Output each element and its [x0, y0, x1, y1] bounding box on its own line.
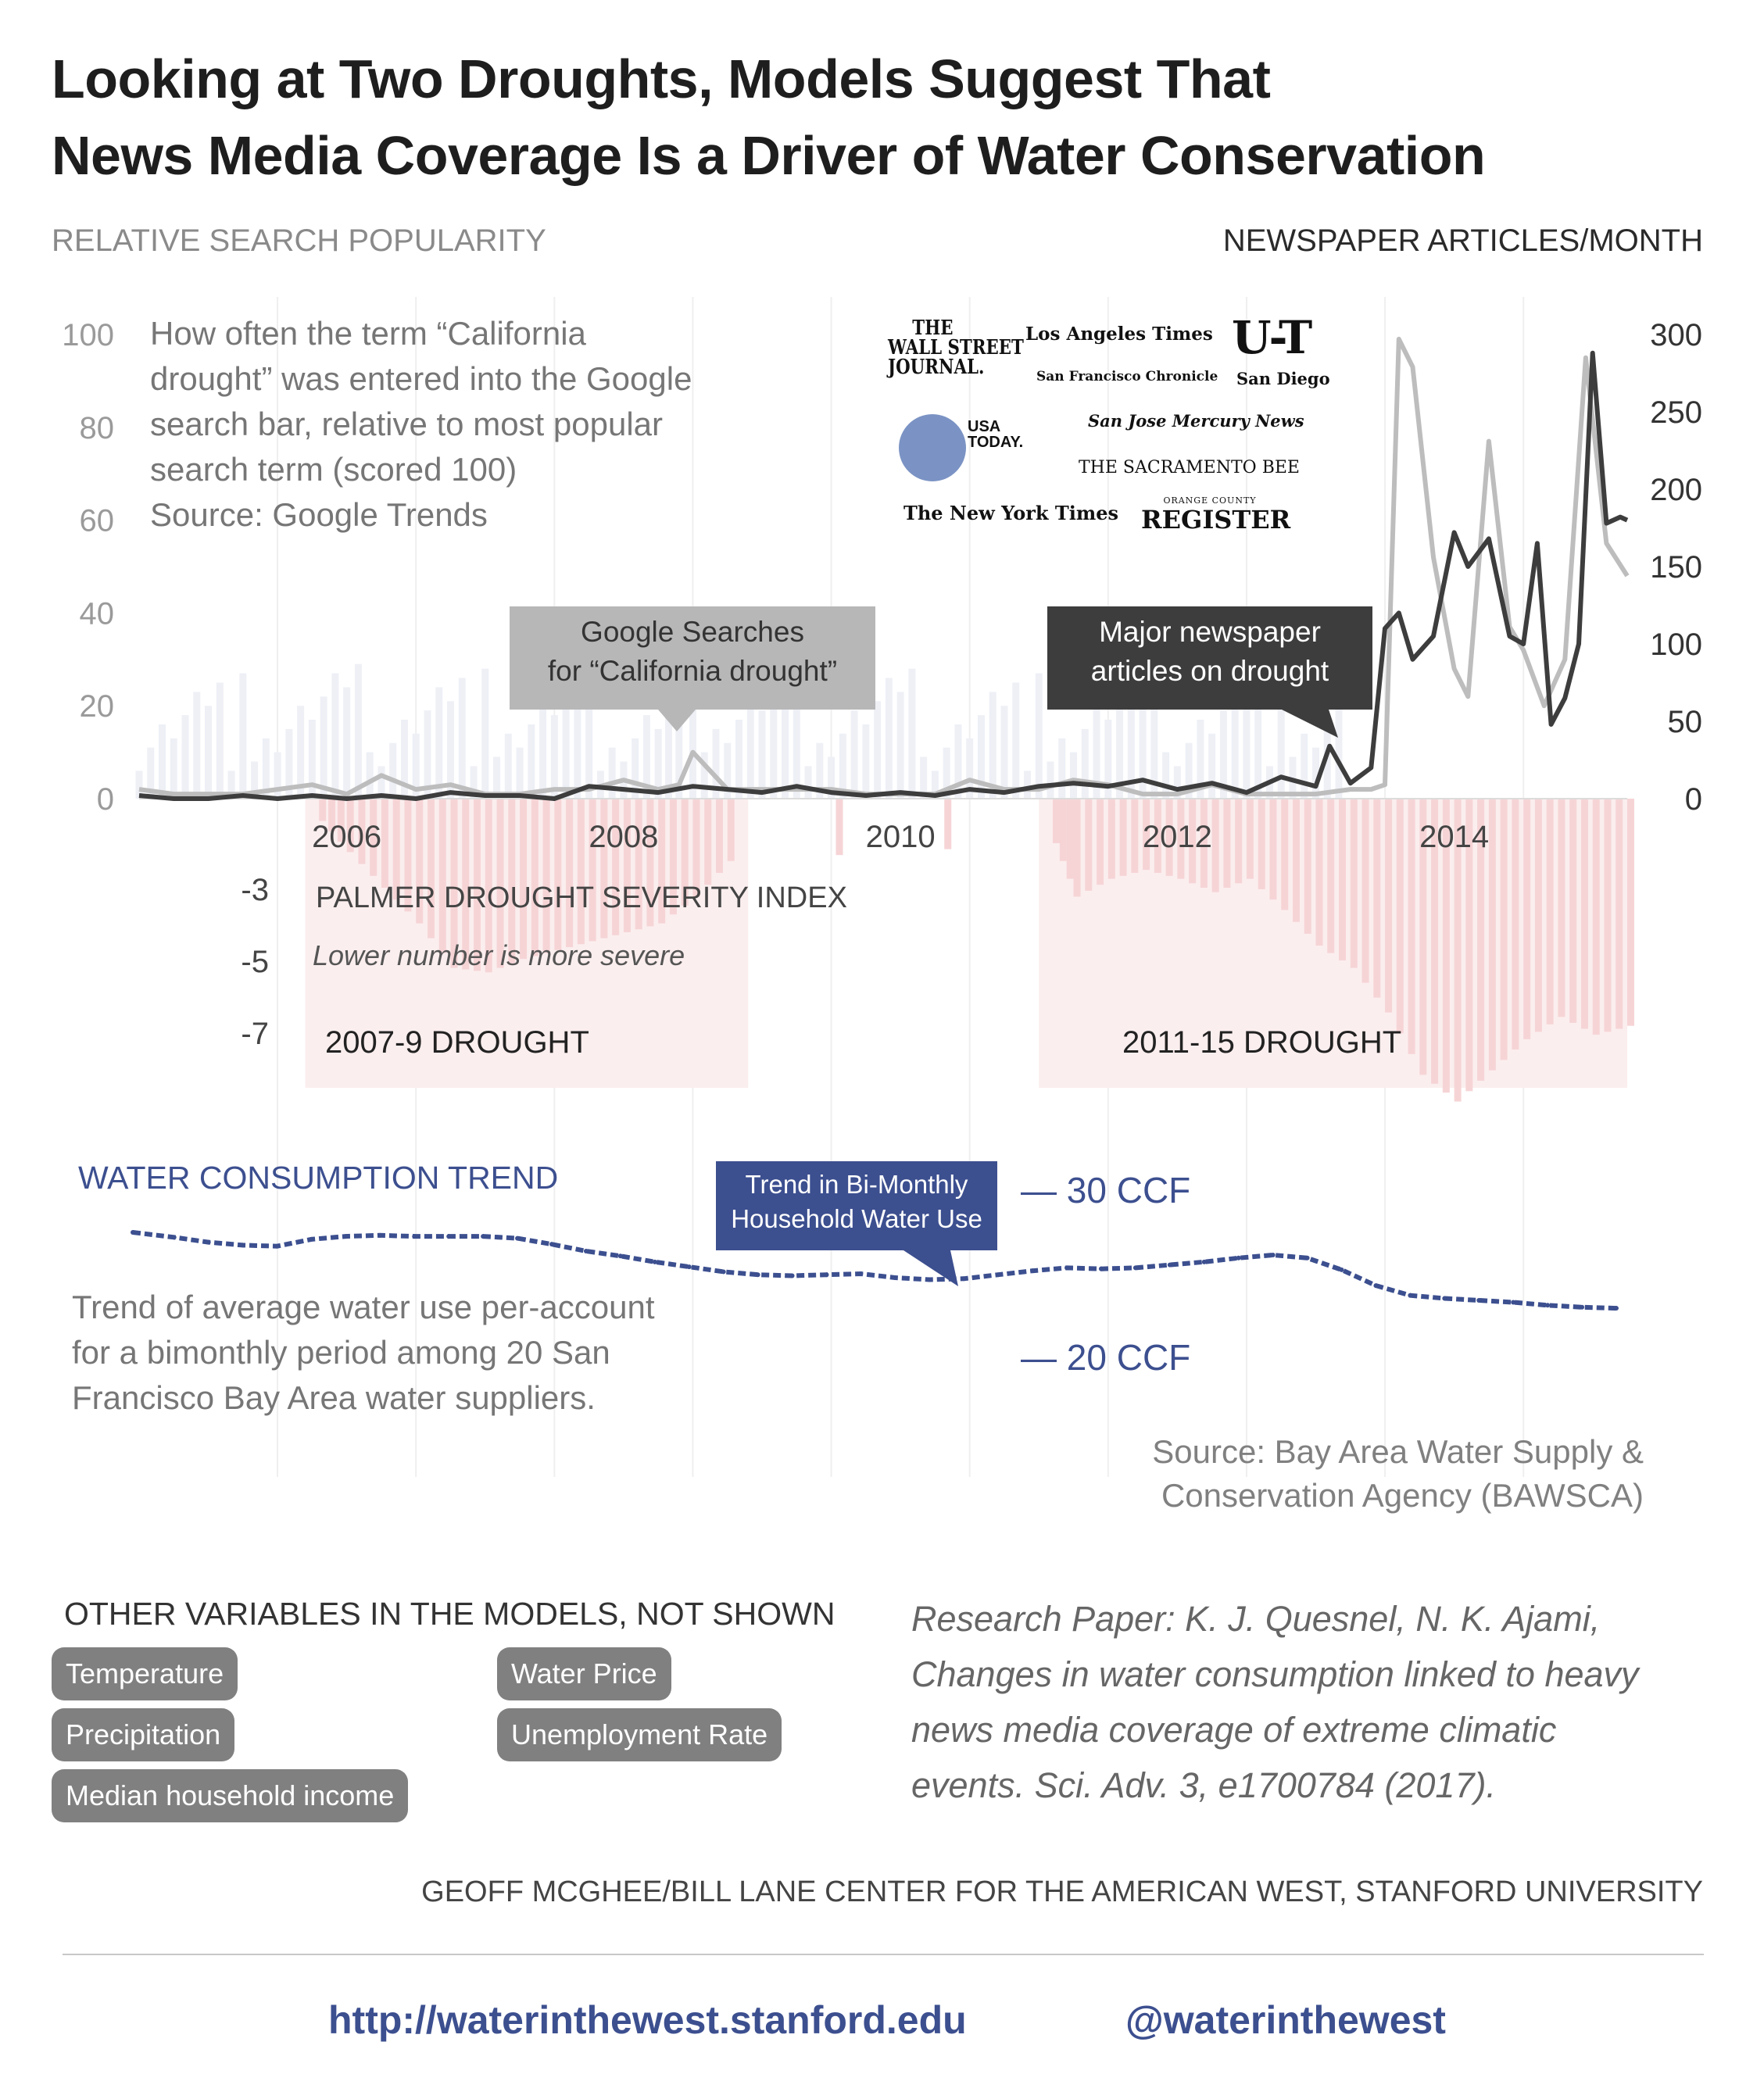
pdsi-tick-label: -5 — [241, 945, 269, 979]
pdsi-bar — [1593, 799, 1600, 1035]
water-point — [515, 1236, 520, 1241]
right-tick-label: 150 — [1650, 550, 1702, 585]
water-consumption-title: WATER CONSUMPTION TREND — [78, 1160, 559, 1196]
pdsi-bar — [1269, 799, 1276, 899]
ccf-20-label: — 20 CCF — [1021, 1337, 1191, 1378]
footer-divider — [63, 1954, 1704, 1955]
water-point — [1580, 1305, 1584, 1310]
pdsi-bar — [1385, 799, 1392, 1013]
title-line-2: News Media Coverage Is a Driver of Water Conservation — [52, 125, 1486, 186]
water-point — [858, 1271, 863, 1276]
drought-label-2007: 2007-9 DROUGHT — [325, 1025, 589, 1060]
pdsi-bar — [1535, 799, 1542, 1032]
pdsi-bar — [1131, 799, 1138, 873]
pdsi-tick-label: -3 — [241, 873, 269, 907]
pdsi-bar — [835, 799, 843, 855]
water-point — [481, 1234, 485, 1239]
search-bar — [735, 720, 742, 799]
newspaper-logos — [883, 311, 1330, 538]
pdsi-bar — [728, 799, 735, 861]
left-tick-label: 100 — [62, 318, 114, 352]
callout-line: Trend in Bi-Monthly — [745, 1170, 968, 1199]
pdsi-bar — [1212, 799, 1219, 892]
callout-line: Google Searches — [581, 616, 804, 648]
news-callout-tail — [1282, 710, 1338, 738]
nyt-logo: The New York Times — [903, 502, 1118, 524]
water-point — [549, 1242, 554, 1246]
water-point — [824, 1272, 828, 1277]
pdsi-bar — [1315, 799, 1322, 946]
left-axis-ticks — [62, 318, 114, 817]
oc-register-logo: REGISTER — [1141, 505, 1291, 535]
water-point — [275, 1244, 280, 1249]
search-bar — [1024, 771, 1031, 799]
pdsi-bar — [1489, 799, 1496, 1071]
ut-san-diego-logo: San Diego — [1236, 369, 1330, 388]
citation-line: news media coverage of extreme climatic — [911, 1710, 1557, 1750]
wsj-logo-line: JOURNAL. — [888, 356, 985, 379]
water-point — [584, 1249, 589, 1253]
pdsi-bar — [1085, 799, 1092, 891]
left-tick-label: 20 — [79, 689, 114, 724]
water-point — [1408, 1293, 1412, 1298]
callout-line: Major newspaper — [1099, 616, 1321, 648]
water-source — [1152, 1430, 1644, 1518]
pdsi-bar — [1258, 799, 1265, 889]
search-bar — [205, 706, 212, 799]
right-tick-label: 300 — [1650, 318, 1702, 352]
pdsi-bar — [1060, 799, 1067, 861]
search-bar — [182, 715, 189, 799]
website-link[interactable]: http://waterinthewest.stanford.edu — [328, 1998, 967, 2042]
water-point — [1511, 1300, 1515, 1305]
water-point — [131, 1230, 135, 1235]
pdsi-bar — [428, 799, 435, 939]
sacramento-bee-logo: THE SACRAMENTO BEE — [1079, 458, 1300, 477]
right-axis-label: NEWSPAPER ARTICLES/MONTH — [1222, 223, 1703, 258]
search-bar — [505, 734, 512, 799]
water-point — [961, 1276, 966, 1281]
pdsi-bar — [531, 799, 539, 956]
drought-label-2011: 2011-15 DROUGHT — [1122, 1025, 1402, 1060]
search-bar — [1070, 753, 1077, 799]
right-tick-label: 100 — [1650, 628, 1702, 662]
callout-line: articles on drought — [1090, 655, 1329, 687]
search-bar — [759, 710, 766, 799]
pdsi-bar — [1558, 799, 1565, 1017]
left-tick-label: 80 — [79, 410, 114, 445]
callout-line: for “California drought” — [547, 655, 838, 687]
pdsi-bar — [1616, 799, 1623, 1029]
ccf-30-label: — 30 CCF — [1021, 1170, 1191, 1210]
search-bar — [517, 748, 524, 799]
search-bar — [805, 766, 812, 799]
pdsi-title: PALMER DROUGHT SEVERITY INDEX — [316, 881, 847, 914]
search-bar — [1243, 701, 1250, 799]
variable-pill-precipitation: Precipitation — [52, 1708, 234, 1761]
water-point — [790, 1273, 795, 1278]
search-bar — [1301, 734, 1308, 799]
usa-today-dot — [899, 414, 966, 481]
search-bar — [908, 669, 915, 799]
search-bar — [609, 748, 616, 799]
pdsi-bar — [1293, 799, 1300, 922]
pdsi-bar — [944, 799, 951, 849]
pdsi-bar — [1362, 799, 1369, 983]
pdsi-bar — [439, 799, 446, 953]
search-bar — [862, 724, 869, 799]
water-point — [1545, 1303, 1550, 1307]
search-bar — [459, 678, 466, 799]
pdsi-bar — [1581, 799, 1588, 1029]
water-point — [172, 1235, 177, 1239]
callout-line: Household Water Use — [731, 1204, 982, 1233]
pdsi-axis-ticks — [241, 873, 269, 1051]
search-note-line: drought” was entered into the Google — [150, 360, 692, 397]
water-point — [687, 1264, 692, 1269]
pdsi-bar — [1304, 799, 1311, 934]
water-source-line: Source: Bay Area Water Supply & — [1152, 1433, 1644, 1470]
pdsi-bar — [1604, 799, 1611, 1032]
water-point — [1340, 1268, 1344, 1272]
oc-register-top: ORANGE COUNTY — [1163, 495, 1257, 506]
pdsi-bar — [1281, 799, 1288, 910]
water-point — [241, 1243, 245, 1247]
water-point — [893, 1275, 897, 1280]
research-paper-citation — [911, 1591, 1740, 1813]
search-bar — [539, 701, 546, 799]
search-bar — [897, 692, 904, 799]
search-bar — [1047, 761, 1054, 799]
water-point — [618, 1253, 623, 1258]
x-tick-label: 2012 — [1142, 820, 1212, 854]
pdsi-bar — [1108, 799, 1115, 879]
search-bar — [193, 692, 200, 799]
water-point — [206, 1240, 211, 1245]
wsj-logo-line: WALL STREET — [888, 336, 1024, 359]
pdsi-bar — [1397, 799, 1404, 1033]
search-bar — [1058, 738, 1065, 799]
pdsi-bar — [381, 799, 388, 888]
search-bar — [1036, 674, 1043, 799]
pdsi-bar — [1097, 799, 1104, 885]
variable-pill-unemployment: Unemployment Rate — [497, 1708, 782, 1761]
twitter-handle-link[interactable]: @waterinthewest — [1125, 1998, 1446, 2042]
pdsi-bar — [1512, 799, 1519, 1050]
water-point — [1168, 1263, 1172, 1268]
pdsi-bar — [704, 799, 711, 885]
water-point — [1030, 1268, 1035, 1273]
pdsi-bar — [1523, 799, 1530, 1039]
water-point — [1236, 1256, 1241, 1260]
water-use-callout — [716, 1161, 997, 1250]
water-point — [1271, 1253, 1276, 1257]
search-bar — [747, 696, 754, 799]
search-bar — [851, 710, 858, 799]
water-point — [309, 1237, 313, 1242]
search-note-line: search bar, relative to most popular — [150, 406, 664, 442]
x-tick-label: 2008 — [589, 820, 659, 854]
google-searches-callout — [510, 606, 875, 710]
right-tick-label: 50 — [1667, 705, 1702, 739]
pdsi-bar — [520, 799, 527, 959]
left-axis-label: RELATIVE SEARCH POPULARITY — [52, 223, 546, 258]
usa-today-line: USA — [968, 418, 1001, 435]
water-point — [1373, 1283, 1378, 1288]
pdsi-bar — [1339, 799, 1346, 960]
search-note — [150, 311, 853, 538]
search-note-line: search term (scored 100) — [150, 451, 517, 488]
search-bar — [874, 701, 881, 799]
citation-line: Research Paper: K. J. Quesnel, N. K. Ajami, — [911, 1599, 1601, 1639]
search-bar — [1000, 706, 1007, 799]
search-bar — [528, 724, 535, 799]
sf-chronicle-logo: San Francisco Chronicle — [1036, 369, 1218, 384]
water-point — [653, 1260, 657, 1264]
search-bar — [1012, 683, 1019, 799]
left-tick-label: 0 — [96, 782, 114, 817]
water-point — [1305, 1256, 1310, 1260]
search-bar — [1162, 753, 1169, 799]
right-axis-ticks — [1650, 318, 1702, 817]
search-bar — [1208, 734, 1215, 799]
search-note-line: Source: Google Trends — [150, 496, 488, 533]
water-point — [343, 1234, 348, 1239]
pdsi-bar — [554, 799, 561, 950]
search-bar — [481, 669, 488, 799]
search-note-line: How often the term “California — [150, 315, 586, 352]
other-variables-title: OTHER VARIABLES IN THE MODELS, NOT SHOWN — [64, 1596, 835, 1632]
water-point — [1442, 1296, 1447, 1300]
variable-pill-temperature: Temperature — [52, 1647, 238, 1700]
search-bar — [389, 743, 396, 799]
search-bar — [1082, 729, 1089, 799]
usa-today-line: TODAY. — [968, 434, 1024, 451]
right-tick-label: 200 — [1650, 473, 1702, 507]
search-bar — [551, 715, 558, 799]
search-bar — [320, 696, 327, 799]
search-bar — [343, 687, 350, 799]
water-point — [756, 1272, 760, 1277]
usa-today-logo — [968, 419, 1023, 450]
pdsi-subtitle: Lower number is more severe — [313, 939, 685, 971]
pdsi-bar — [319, 799, 326, 821]
pdsi-bar — [1120, 799, 1127, 876]
pdsi-tick-label: -7 — [241, 1017, 269, 1051]
pdsi-bar — [1067, 799, 1074, 879]
pdsi-bar — [543, 799, 550, 953]
pdsi-bar — [566, 799, 573, 947]
water-point — [1202, 1260, 1207, 1264]
search-bar — [886, 678, 893, 799]
ut-logo: U-T — [1232, 311, 1311, 364]
pdsi-bar — [578, 799, 585, 944]
water-note-line: for a bimonthly period among 20 San — [72, 1334, 610, 1371]
title-line-1: Looking at Two Droughts, Models Suggest That — [52, 48, 1271, 109]
x-tick-label: 2010 — [865, 820, 936, 854]
right-tick-label: 250 — [1650, 395, 1702, 430]
pdsi-bar — [1408, 799, 1415, 1054]
x-tick-label: 2006 — [312, 820, 382, 854]
pdsi-bar — [1501, 799, 1508, 1060]
pdsi-bar — [716, 799, 723, 873]
water-point — [1614, 1306, 1619, 1311]
water-note-line: Francisco Bay Area water suppliers. — [72, 1379, 596, 1416]
pdsi-bar — [1373, 799, 1380, 998]
water-point — [1064, 1265, 1069, 1270]
pdsi-bar — [1569, 799, 1576, 1023]
citation-line: events. Sci. Adv. 3, e1700784 (2017). — [911, 1765, 1496, 1805]
left-tick-label: 40 — [79, 596, 114, 631]
water-point — [1133, 1265, 1138, 1270]
water-note-line: Trend of average water use per-account — [72, 1289, 655, 1325]
water-point — [996, 1272, 1000, 1277]
pdsi-bar — [1053, 799, 1060, 843]
water-note — [72, 1285, 775, 1421]
search-bar — [1336, 701, 1343, 799]
water-source-line: Conservation Agency (BAWSCA) — [1161, 1477, 1644, 1514]
right-tick-label: 0 — [1684, 782, 1702, 817]
water-point — [721, 1269, 726, 1274]
search-bar — [239, 674, 246, 799]
water-point — [1476, 1298, 1481, 1303]
la-times-logo: Los Angeles Times — [1025, 324, 1213, 345]
water-point — [412, 1234, 417, 1239]
water-point — [446, 1234, 451, 1239]
credit-line: GEOFF MCGHEE/BILL LANE CENTER FOR THE AMERICAN WEST, STANFORD UNIVERSITY — [421, 1876, 1703, 1908]
water-point — [377, 1233, 382, 1238]
water-point — [1099, 1267, 1104, 1271]
pdsi-bar — [1235, 799, 1242, 883]
search-bar — [435, 687, 442, 799]
variable-pill-water-price: Water Price — [497, 1647, 671, 1700]
search-bar — [331, 674, 338, 799]
search-bar — [989, 692, 996, 799]
pdsi-bar — [1627, 799, 1634, 1026]
newspaper-articles-callout — [1047, 606, 1372, 710]
sj-mercury-logo: San Jose Mercury News — [1088, 411, 1304, 431]
search-bar — [170, 738, 177, 799]
search-bar — [216, 683, 224, 799]
pdsi-bar — [1074, 799, 1081, 896]
wsj-logo — [888, 316, 1024, 379]
water-point — [927, 1278, 932, 1282]
pdsi-bar — [1247, 799, 1254, 879]
search-bar — [159, 724, 166, 799]
x-tick-label: 2014 — [1419, 820, 1490, 854]
pdsi-bar — [1327, 799, 1334, 953]
variable-pill-income: Median household income — [52, 1769, 408, 1822]
search-bar — [367, 753, 374, 799]
pdsi-bar — [1547, 799, 1554, 1024]
pdsi-bar — [1351, 799, 1358, 968]
left-tick-label: 60 — [79, 503, 114, 538]
search-bar — [355, 664, 362, 799]
citation-line: Changes in water consumption linked to heavy — [911, 1654, 1639, 1694]
wsj-logo-line: THE — [912, 316, 954, 340]
pdsi-bar — [1223, 799, 1230, 888]
